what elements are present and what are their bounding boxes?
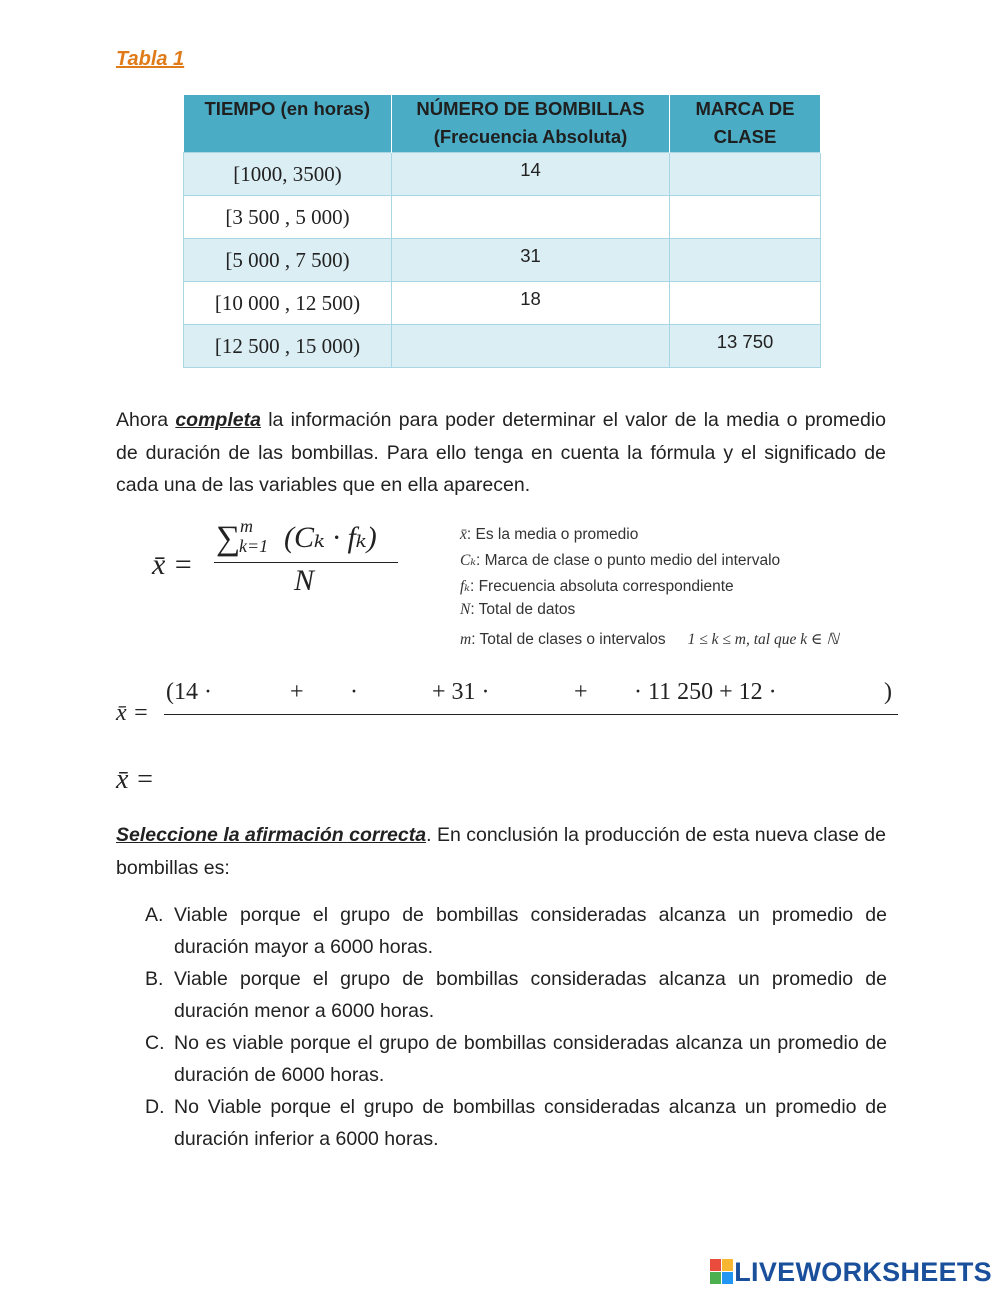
table-row — [184, 239, 821, 282]
intro-emphasis: completa — [175, 409, 261, 431]
class-mark-input[interactable] — [670, 153, 821, 196]
interval-cell: [5 000 , 7 500) — [184, 239, 392, 282]
calc-part: ) — [884, 679, 892, 705]
calc-part: + — [290, 679, 304, 705]
frequency-input[interactable] — [392, 196, 670, 239]
header-frequency — [392, 95, 670, 153]
formula-sum-upper: m — [240, 516, 253, 536]
formula-sum-lower: k=1 — [239, 536, 269, 556]
interval-cell: [12 500 , 15 000) — [184, 325, 392, 368]
blank-input[interactable] — [602, 682, 630, 704]
header-frequency-line1: NÚMERO DE BOMBILLAS — [416, 98, 645, 119]
calc-fraction-bar — [164, 714, 898, 715]
question-text: . En conclusión la producción de esta nueva clase de bombillas es: — [116, 824, 886, 879]
legend-text: : Total de datos — [470, 601, 576, 618]
blank-input[interactable] — [836, 682, 882, 704]
option-text: No Viable porque el grupo de bombillas consideradas alcanza un promedio de duración inferior a 6000 horas. — [174, 1096, 887, 1150]
legend-mean — [460, 526, 638, 544]
table-row — [184, 282, 821, 325]
calc-part: (14 · — [166, 679, 212, 705]
legend-text: : Marca de clase o punto medio del intervalo — [476, 552, 781, 569]
legend-text: : Es la media o promedio — [466, 526, 639, 543]
interval-cell: [1000, 3500) — [184, 153, 392, 196]
legend-symbol: fₖ — [460, 578, 470, 595]
mean-formula — [150, 516, 410, 606]
intro-text-end: la información para poder determinar el valor de la media o promedio de duración de las bombillas. Para ello tenga en cuenta la fórmula y el significado de cada una de las variables que en ella aparecen. — [116, 409, 887, 496]
calc-part: · — [350, 679, 358, 705]
fraction-bar — [214, 562, 398, 563]
header-frequency-line2: (Frecuencia Absoluta) — [433, 126, 628, 147]
header-class-mark — [670, 95, 821, 153]
option-letter: A. — [145, 904, 164, 926]
table-row — [184, 196, 821, 239]
legend-classes — [460, 630, 839, 649]
class-mark-input[interactable]: 13 750 — [670, 325, 821, 368]
calculation-line — [116, 676, 902, 726]
legend-total — [460, 601, 575, 619]
option-text: Viable porque el grupo de bombillas consideradas alcanza un promedio de duración mayor a 6000 horas. — [174, 904, 887, 958]
table-row — [184, 153, 821, 196]
blank-input[interactable] — [366, 682, 426, 704]
legend-text: : Frecuencia absoluta correspondiente — [469, 578, 734, 595]
option-c[interactable] — [145, 1027, 887, 1091]
frequency-table — [183, 95, 821, 368]
calc-part: + — [574, 679, 588, 705]
question-paragraph — [116, 819, 886, 884]
class-mark-input[interactable] — [670, 196, 821, 239]
header-mark-line2: CLASE — [713, 126, 777, 147]
formula-numerator-body: (Cₖ · fₖ) — [284, 521, 377, 554]
legend-condition: 1 ≤ k ≤ m, tal que k ∈ ℕ — [687, 631, 839, 648]
interval-cell: [10 000 , 12 500) — [184, 282, 392, 325]
class-mark-input[interactable] — [670, 239, 821, 282]
formula-lhs: x̄ = — [152, 548, 194, 581]
option-letter: B. — [145, 968, 164, 990]
logo-text: LIVEWORKSHEETS — [734, 1256, 992, 1287]
frequency-input[interactable]: 18 — [392, 282, 670, 325]
option-letter: D. — [145, 1096, 165, 1118]
liveworksheets-logo — [710, 1254, 992, 1290]
blank-input[interactable] — [234, 682, 296, 704]
formula-sum-symbol: ∑ — [216, 520, 241, 557]
legend-symbol: x̄ — [460, 526, 467, 543]
header-time — [184, 95, 392, 153]
option-letter: C. — [145, 1032, 165, 1054]
result-lhs: x̄ = — [116, 764, 155, 795]
legend-symbol: N — [460, 601, 471, 618]
calc-part: + 31 · — [432, 679, 490, 705]
question-emphasis: Seleccione la afirmación correcta — [116, 824, 427, 846]
table-header-row — [184, 95, 821, 153]
result-input[interactable] — [176, 766, 376, 796]
legend-class-mark — [460, 551, 780, 570]
option-text: Viable porque el grupo de bombillas consideradas alcanza un promedio de duración menor a 6000 horas. — [174, 968, 887, 1022]
legend-symbol: m — [460, 631, 472, 648]
calc-lhs: x̄ = — [116, 700, 149, 726]
frequency-input[interactable] — [392, 325, 670, 368]
option-d[interactable] — [145, 1091, 887, 1155]
header-mark-line1: MARCA DE — [695, 98, 795, 119]
intro-text-start: Ahora — [116, 409, 176, 431]
calc-part: · 11 250 + 12 · — [634, 679, 777, 705]
class-mark-input[interactable] — [670, 282, 821, 325]
frequency-input[interactable]: 31 — [392, 239, 670, 282]
logo-badge-icon — [710, 1259, 734, 1285]
option-text: No es viable porque el grupo de bombillas consideradas alcanza un promedio de duración de 6000 horas. — [174, 1032, 887, 1086]
legend-symbol: Cₖ — [460, 552, 476, 569]
instructions-paragraph — [116, 404, 886, 502]
option-b[interactable] — [145, 963, 887, 1027]
table-title: Tabla 1 — [116, 48, 185, 70]
formula-denominator: N — [294, 564, 315, 597]
legend-text: : Total de clases o intervalos — [471, 631, 666, 648]
frequency-input[interactable]: 14 — [392, 153, 670, 196]
option-a[interactable] — [145, 899, 887, 963]
interval-cell: [3 500 , 5 000) — [184, 196, 392, 239]
blank-input[interactable] — [322, 682, 348, 704]
table-row — [184, 325, 821, 368]
result-line — [116, 764, 154, 796]
blank-input[interactable] — [500, 682, 570, 704]
header-time-label: TIEMPO (en horas) — [204, 98, 370, 119]
legend-frequency — [460, 577, 734, 596]
